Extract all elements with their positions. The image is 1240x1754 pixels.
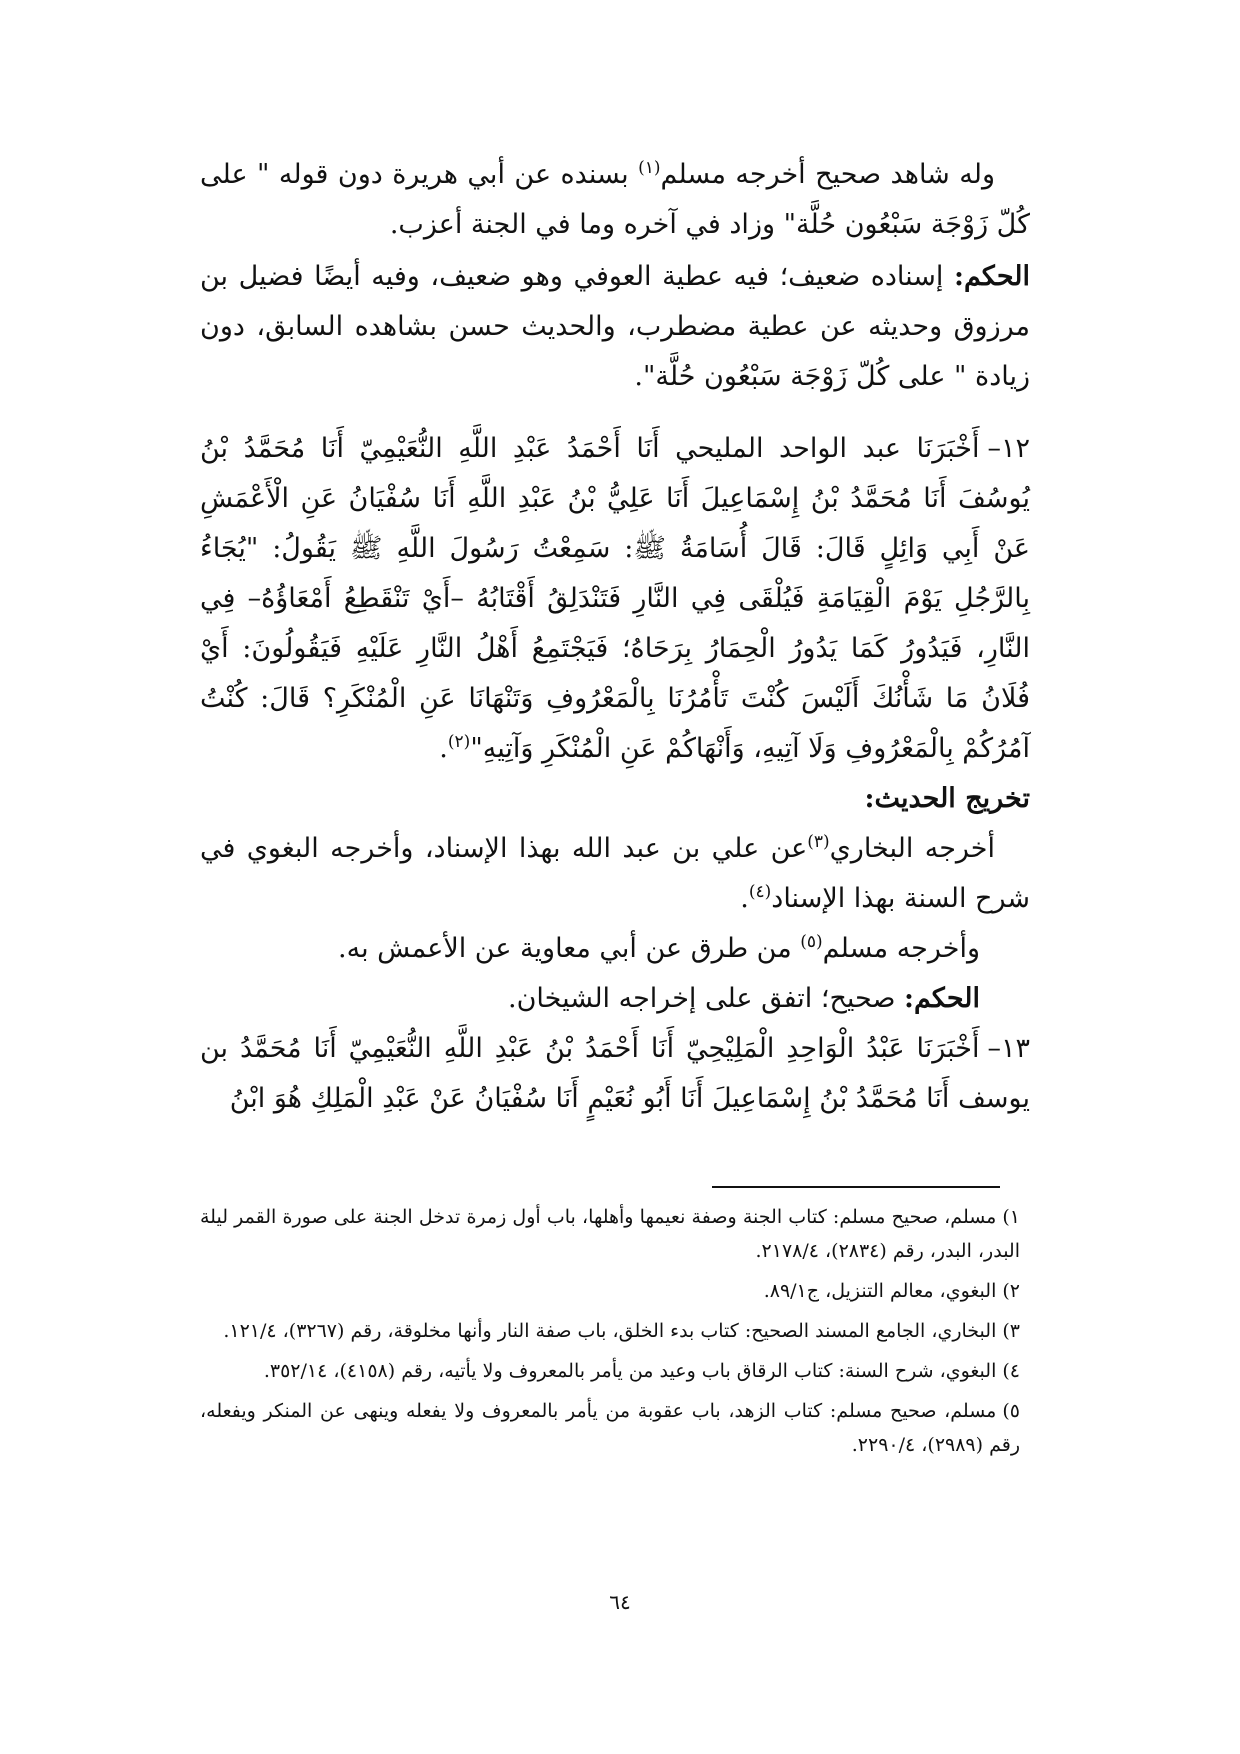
hadith-13 <box>200 1024 1030 1124</box>
hukm-label: الحكم: <box>953 261 1030 292</box>
paragraph-text: عن علي بن عبد الله بهذا الإسناد، وأخرجه البغوي في شرح السنة بهذا الإسناد <box>200 833 1030 914</box>
paragraph-text: أخرجه البخاري <box>829 833 995 864</box>
footnote-ref-5[interactable]: (٥) <box>800 932 823 952</box>
footnote-3 <box>200 1314 1020 1348</box>
paragraph-takhrij <box>200 824 1030 924</box>
paragraph-text: وله شاهد صحيح أخرجه مسلم <box>660 159 995 190</box>
footnote-number: ٥) <box>1002 1400 1020 1422</box>
hadith-text: أَخْبَرَنَا عبد الواحد المليحي أَنَا أَحْمَدُ عَبْدِ اللَّهِ النُّعَيْمِيّ أَنَا مُحَمَّدُ بْنُ يُوسُفَ أَنَا مُحَمَّدُ بْنُ إِسْمَاعِيلَ أَنَا عَلِيُّ بْنُ عَبْدِ اللَّهِ أَنَا سُفْيَانُ عَنِ الْأَعْمَشِ عَنْ أَبِي وَائِلٍ قَالَ: قَالَ أُسَامَةُ ﷺ: سَمِعْتُ رَسُولَ اللَّهِ ﷺ يَقُولُ: "يُجَاءُ بِالرَّجُلِ يَوْمَ الْقِيَامَةِ فَيُلْقَى فِي النَّارِ فَتَنْدَلِقُ أَقْتَابُهُ –أَيْ تَنْقَطِعُ أَمْعَاؤُهُ– فِي النَّارِ، فَيَدُورُ كَمَا يَدُورُ الْحِمَارُ بِرَحَاهُ؛ فَيَجْتَمِعُ أَهْلُ النَّارِ عَلَيْهِ فَيَقُولُونَ: أَيْ فُلَانُ مَا شَأْنُكَ أَلَيْسَ كُنْتَ تَأْمُرُنَا بِالْمَعْرُوفِ وَتَنْهَانَا عَنِ الْمُنْكَرِ؟ قَالَ: كُنْتُ آمُرُكُمْ بِالْمَعْرُوفِ وَلَا آتِيهِ، وَأَنْهَاكُمْ عَنِ الْمُنْكَرِ وَآتِيهِ" <box>200 433 1031 764</box>
footnote-text: مسلم، صحيح مسلم: كتاب الزهد، باب عقوبة من يأمر بالمعروف ولا يفعله وينهى عن المنكر ويفعله، رقم (٢٩٨٩)، ٢٢٩٠/٤. <box>200 1400 1020 1456</box>
paragraph-hukm-1 <box>200 252 1030 402</box>
footnote-1 <box>200 1200 1020 1268</box>
footnotes <box>200 1200 1020 1468</box>
hadith-number: ١٣– <box>987 1033 1030 1064</box>
footnote-ref-3[interactable]: (٣) <box>807 832 830 852</box>
hadith-number: ١٢– <box>987 433 1030 464</box>
hadith-text: أَخْبَرَنَا عَبْدُ الْوَاحِدِ الْمَلِيْحِيّ أَنَا أَحْمَدُ بْنُ عَبْدِ اللَّهِ النُّعَيْمِيّ أَنَا مُحَمَّدُ بن يوسف أَنَا مُحَمَّدُ بْنُ إِسْمَاعِيلَ أَنَا أَبُو نُعَيْمٍ أَنَا سُفْيَانُ عَنْ عَبْدِ الْمَلِكِ هُوَ ابْنُ <box>200 1033 1030 1114</box>
footnote-text: مسلم، صحيح مسلم: كتاب الجنة وصفة نعيمها وأهلها، باب أول زمرة تدخل الجنة على صورة القمر ليلة البدر، البدر، رقم (٢٨٣٤)، ٢١٧٨/٤. <box>200 1206 1020 1262</box>
footnote-text: البخاري، الجامع المسند الصحيح: كتاب بدء الخلق، باب صفة النار وأنها مخلوقة، رقم (٣٢٦٧)، ١٢١/٤. <box>223 1320 997 1342</box>
footnote-number: ٣) <box>1002 1320 1020 1342</box>
paragraph-text: صحيح؛ اتفق على إخراجه الشيخان. <box>508 983 904 1014</box>
footnote-ref-4[interactable]: (٤) <box>748 882 772 902</box>
footnote-4 <box>200 1354 1020 1388</box>
footnote-number: ٤) <box>1002 1360 1020 1382</box>
paragraph-text: إسناده ضعيف؛ فيه عطية العوفي وهو ضعيف، وفيه أيضًا فضيل بن مرزوق وحديثه عن عطية مضطرب، والحديث حسن بشاهده السابق، دون زيادة " على كُلّ زَوْجَة سَبْعُون حُلَّة". <box>200 261 1030 392</box>
paragraph-text: وأخرجه مسلم <box>822 933 980 964</box>
footnote-number: ١) <box>1002 1206 1020 1228</box>
hadith-end: . <box>439 733 448 764</box>
paragraph-shahid <box>200 150 1030 250</box>
paragraph-text: بسنده عن أبي هريرة دون قوله " على كُلّ زَوْجَة سَبْعُون حُلَّة" وزاد في آخره وما في الجنة أعزب. <box>200 159 1030 240</box>
paragraph-muslim <box>200 924 1030 974</box>
paragraph-text: من طرق عن أبي معاوية عن الأعمش به. <box>338 933 801 964</box>
paragraph-end: . <box>740 883 749 914</box>
footnote-ref-1[interactable]: (١) <box>638 158 661 178</box>
footnote-ref-2[interactable]: (٢) <box>447 732 471 752</box>
paragraph-hukm-2 <box>200 974 1030 1024</box>
hadith-12 <box>200 424 1030 774</box>
footnote-5 <box>200 1394 1020 1462</box>
footnote-2 <box>200 1274 1020 1308</box>
footnote-text: البغوي، معالم التنزيل، ج٨٩/١. <box>763 1280 997 1302</box>
footnote-text: البغوي، شرح السنة: كتاب الرقاق باب وعيد من يأمر بالمعروف ولا يأتيه، رقم (٤١٥٨)، ٣٥٢/١٤. <box>263 1360 997 1382</box>
hukm-label: الحكم: <box>903 983 980 1014</box>
page-number: ٦٤ <box>609 1590 631 1614</box>
takhrij-heading: تخريج الحديث: <box>864 783 1030 814</box>
footnote-separator <box>712 1186 1000 1188</box>
footnote-number: ٢) <box>1002 1280 1020 1302</box>
main-text <box>200 150 1030 1124</box>
